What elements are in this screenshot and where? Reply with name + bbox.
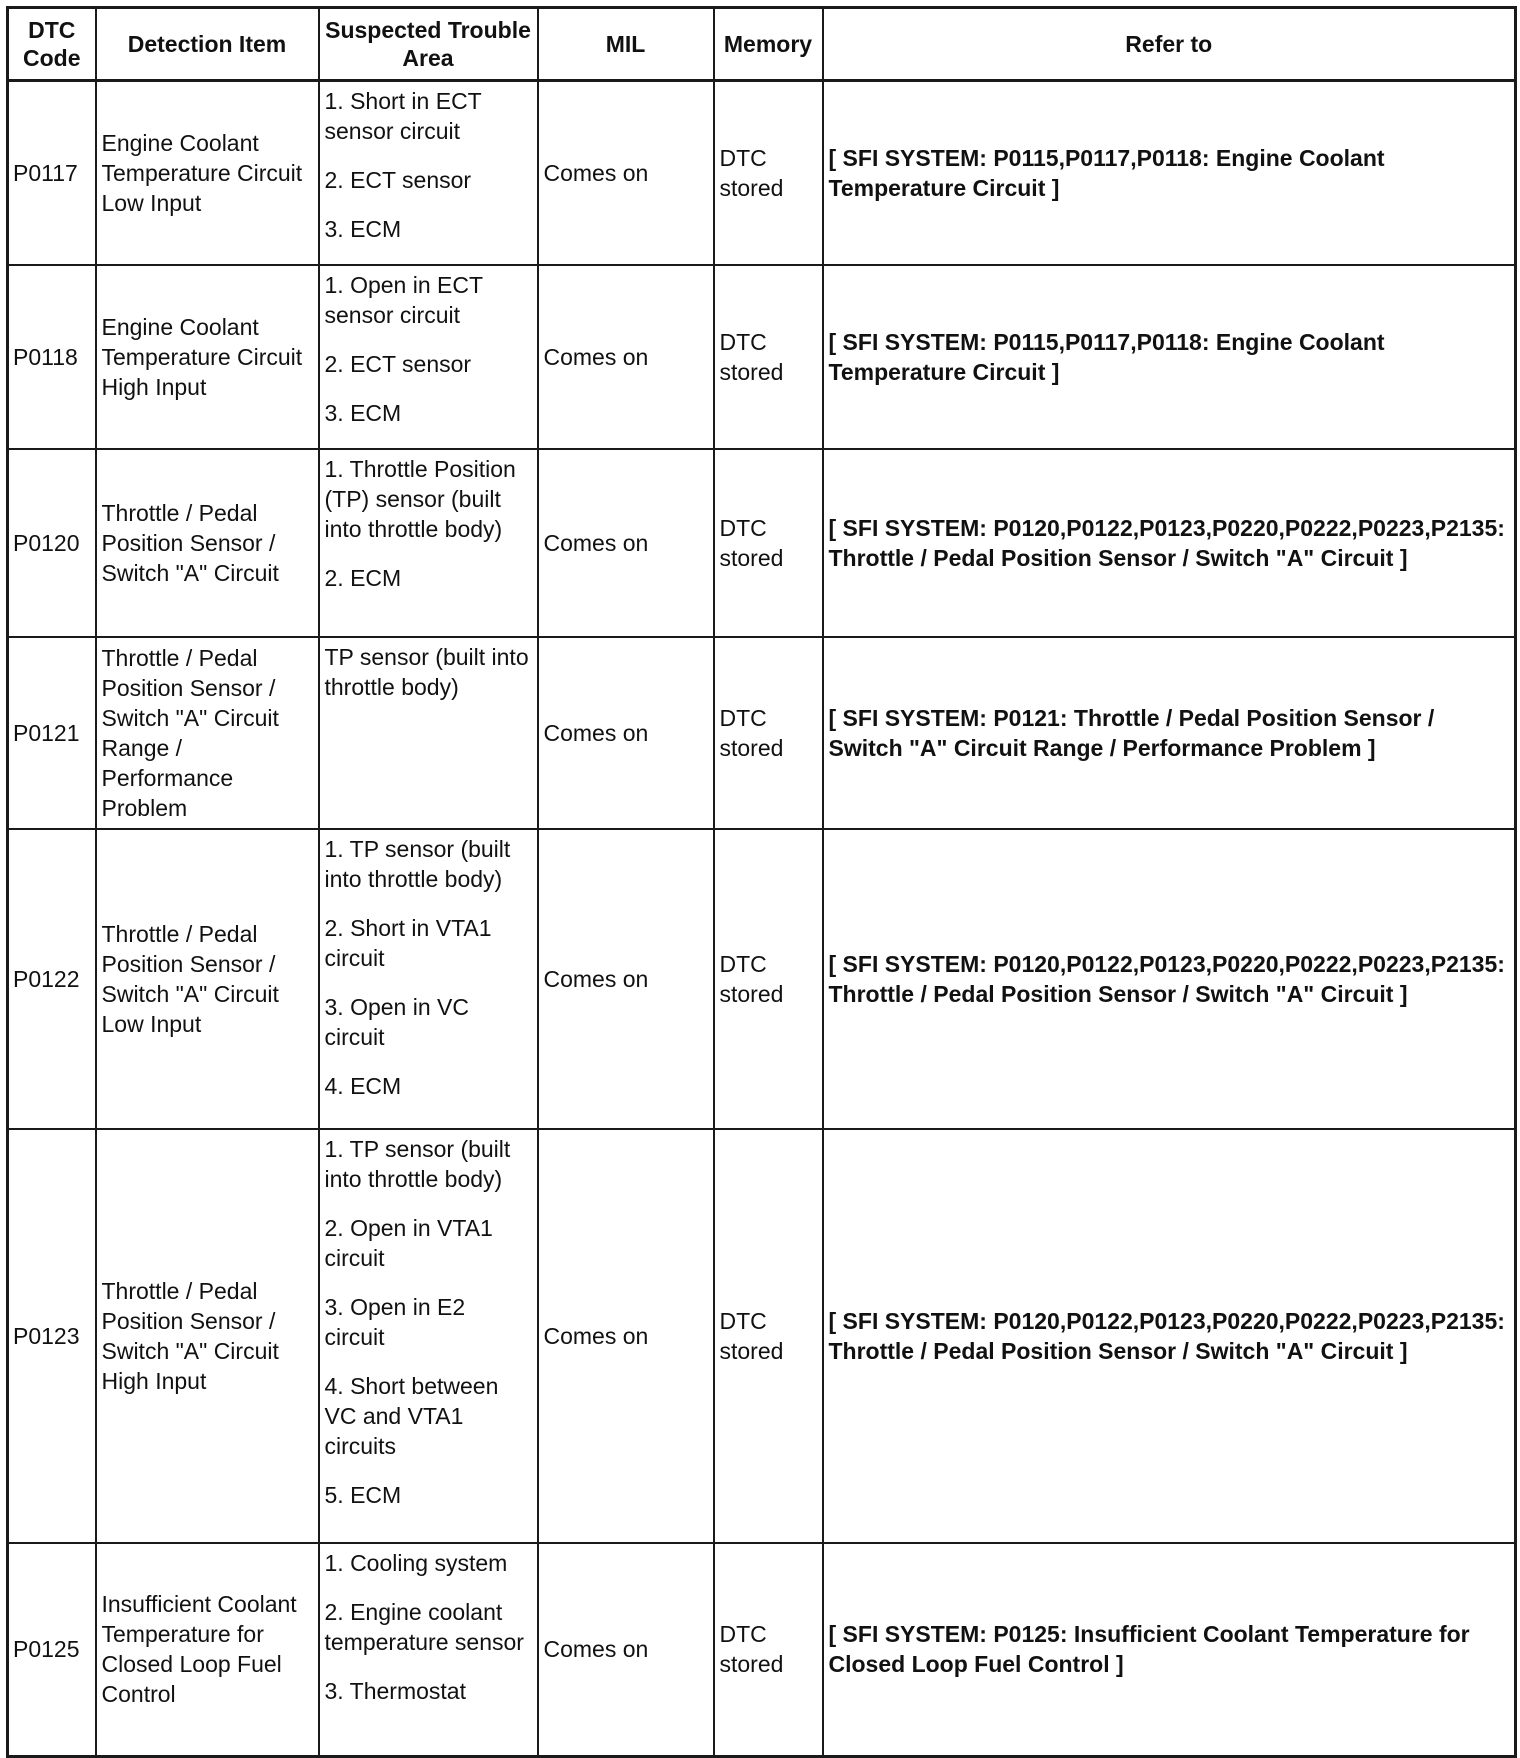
memory-cell: DTC stored	[714, 637, 823, 829]
detection-item-cell: Throttle / Pedal Position Sensor / Switch "A" Circuit Low Input	[96, 829, 319, 1129]
trouble-area-list	[325, 1134, 532, 1510]
header-memory: Memory	[714, 8, 823, 81]
trouble-area-item: 1. TP sensor (built into throttle body)	[324, 835, 511, 892]
trouble-area-list	[325, 1548, 532, 1706]
detection-item-cell: Throttle / Pedal Position Sensor / Switch "A" Circuit	[96, 449, 319, 637]
trouble-area-item: 1. Throttle Position (TP) sensor (built into throttle body)	[324, 455, 516, 542]
detection-item-cell: Throttle / Pedal Position Sensor / Switch "A" Circuit Range / Performance Problem	[96, 637, 319, 829]
refer-to-cell: [ SFI SYSTEM: P0120,P0122,P0123,P0220,P0222,P0223,P2135: Throttle / Pedal Position Sensor / Switch "A" Circuit ]	[823, 829, 1516, 1129]
table-row	[8, 81, 1516, 265]
header-suspected-trouble-area: Suspected Trouble Area	[319, 8, 538, 81]
detection-item-cell: Engine Coolant Temperature Circuit Low Input	[96, 81, 319, 265]
trouble-area-item: 1. Cooling system	[324, 1549, 508, 1576]
trouble-area-item: 1. TP sensor (built into throttle body)	[324, 1135, 511, 1192]
trouble-area-item: 3. ECM	[324, 216, 402, 242]
refer-to-cell: [ SFI SYSTEM: P0125: Insufficient Coolant Temperature for Closed Loop Fuel Control ]	[823, 1543, 1516, 1757]
memory-cell: DTC stored	[714, 81, 823, 265]
refer-to-cell: [ SFI SYSTEM: P0115,P0117,P0118: Engine Coolant Temperature Circuit ]	[823, 81, 1516, 265]
header-dtc-code: DTC Code	[8, 8, 96, 81]
table-row	[8, 637, 1516, 829]
trouble-area-item: 3. Open in VC circuit	[324, 993, 469, 1050]
trouble-area-item: 5. ECM	[324, 1481, 402, 1508]
header-detection-item: Detection Item	[96, 8, 319, 81]
memory-cell: DTC stored	[714, 265, 823, 449]
refer-to-cell: [ SFI SYSTEM: P0115,P0117,P0118: Engine Coolant Temperature Circuit ]	[823, 265, 1516, 449]
suspected-trouble-area-cell	[319, 81, 538, 265]
table-row	[8, 1129, 1516, 1543]
header-mil: MIL	[538, 8, 714, 81]
table-row	[8, 1543, 1516, 1757]
memory-cell: DTC stored	[714, 1543, 823, 1757]
memory-cell: DTC stored	[714, 449, 823, 637]
trouble-area-item: 2. ECM	[324, 564, 402, 591]
trouble-area-item: 3. Thermostat	[324, 1677, 466, 1704]
dtc-code-cell: P0117	[8, 81, 96, 265]
dtc-code-cell: P0122	[8, 829, 96, 1129]
dtc-code-cell: P0123	[8, 1129, 96, 1543]
refer-to-cell: [ SFI SYSTEM: P0120,P0122,P0123,P0220,P0222,P0223,P2135: Throttle / Pedal Position Sensor / Switch "A" Circuit ]	[823, 449, 1516, 637]
mil-cell: Comes on	[538, 81, 714, 265]
table-body	[8, 81, 1516, 1757]
trouble-area-list	[325, 834, 532, 1101]
trouble-area-item: 2. Engine coolant temperature sensor	[324, 1598, 524, 1655]
memory-cell: DTC stored	[714, 829, 823, 1129]
dtc-table	[6, 6, 1517, 1758]
dtc-code-cell: P0121	[8, 637, 96, 829]
mil-cell: Comes on	[538, 449, 714, 637]
mil-cell: Comes on	[538, 1129, 714, 1543]
table-row	[8, 265, 1516, 449]
trouble-area-item: 3. ECM	[324, 399, 402, 426]
mil-cell: Comes on	[538, 265, 714, 449]
trouble-area-item: 1. Open in ECT sensor circuit	[324, 271, 483, 328]
trouble-area-list	[325, 642, 532, 702]
table-row	[8, 829, 1516, 1129]
dtc-code-cell: P0118	[8, 265, 96, 449]
suspected-trouble-area-cell	[319, 1129, 538, 1543]
suspected-trouble-area-cell	[319, 1543, 538, 1757]
memory-cell: DTC stored	[714, 1129, 823, 1543]
header-refer-to: Refer to	[823, 8, 1516, 81]
mil-cell: Comes on	[538, 1543, 714, 1757]
trouble-area-item: TP sensor (built into throttle body)	[324, 643, 529, 700]
trouble-area-item: 2. ECT sensor	[324, 167, 472, 193]
suspected-trouble-area-cell	[319, 265, 538, 449]
dtc-code-cell: P0120	[8, 449, 96, 637]
trouble-area-item: 2. Open in VTA1 circuit	[324, 1214, 493, 1271]
trouble-area-list	[325, 454, 532, 593]
trouble-area-item: 4. Short between VC and VTA1 circuits	[324, 1372, 499, 1459]
refer-to-cell: [ SFI SYSTEM: P0120,P0122,P0123,P0220,P0222,P0223,P2135: Throttle / Pedal Position Sensor / Switch "A" Circuit ]	[823, 1129, 1516, 1543]
dtc-table-page	[6, 6, 1514, 1758]
trouble-area-item: 2. ECT sensor	[324, 350, 472, 377]
suspected-trouble-area-cell	[319, 829, 538, 1129]
trouble-area-item: 2. Short in VTA1 circuit	[324, 914, 492, 971]
refer-to-cell: [ SFI SYSTEM: P0121: Throttle / Pedal Position Sensor / Switch "A" Circuit Range / Performance Problem ]	[823, 637, 1516, 829]
dtc-code-cell: P0125	[8, 1543, 96, 1757]
suspected-trouble-area-cell	[319, 637, 538, 829]
detection-item-cell: Engine Coolant Temperature Circuit High Input	[96, 265, 319, 449]
mil-cell: Comes on	[538, 829, 714, 1129]
detection-item-cell: Throttle / Pedal Position Sensor / Switch "A" Circuit High Input	[96, 1129, 319, 1543]
mil-cell: Comes on	[538, 637, 714, 829]
table-row	[8, 449, 1516, 637]
trouble-area-item: 3. Open in E2 circuit	[324, 1293, 466, 1350]
trouble-area-list	[325, 86, 532, 244]
trouble-area-list	[325, 270, 532, 428]
suspected-trouble-area-cell	[319, 449, 538, 637]
trouble-area-item: 4. ECM	[324, 1072, 402, 1099]
detection-item-cell: Insufficient Coolant Temperature for Closed Loop Fuel Control	[96, 1543, 319, 1757]
table-header-row	[8, 8, 1516, 81]
trouble-area-item: 1. Short in ECT sensor circuit	[324, 88, 482, 144]
